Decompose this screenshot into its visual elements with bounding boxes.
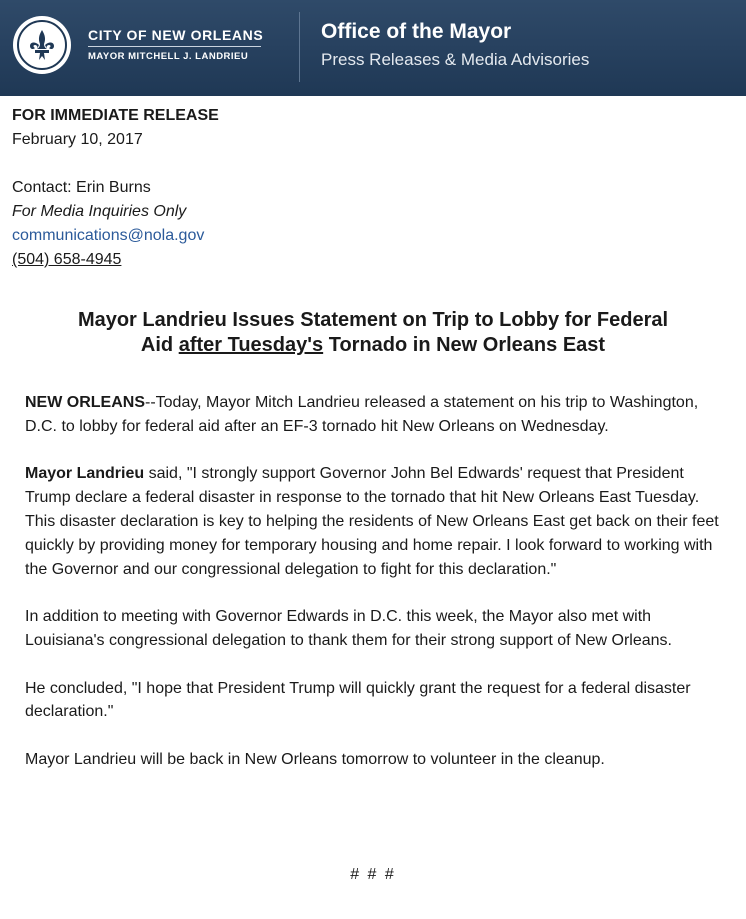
header-rule <box>88 46 261 47</box>
headline-underlined-text: after Tuesday's <box>178 334 324 356</box>
header-divider <box>299 12 300 82</box>
spacer <box>12 152 732 176</box>
headline-line-2-pre: Aid <box>140 334 179 356</box>
fleur-de-lis-seal-icon <box>17 20 67 70</box>
media-note: For Media Inquiries Only <box>12 203 187 220</box>
paragraph-1 <box>25 391 730 439</box>
release-label: FOR IMMEDIATE RELEASE <box>12 107 219 124</box>
contact-name: Contact: Erin Burns <box>12 179 151 196</box>
contact-phone-link[interactable]: (504) 658-4945 <box>12 251 122 268</box>
dateline: NEW ORLEANS <box>25 394 145 411</box>
headline-line-2-post: Tornado in New Orleans East <box>323 334 606 356</box>
paragraph-1-text: --Today, Mayor Mitch Landrieu released a statement on his trip to Washington, D.C. to lobby for federal aid after an EF-3 tornado hit New Orleans on Wednesday. <box>25 394 699 435</box>
page-header <box>0 0 746 96</box>
press-headline <box>20 308 726 358</box>
office-subtitle: Press Releases & Media Advisories <box>321 50 590 69</box>
end-mark: # # # <box>350 866 396 883</box>
release-info <box>12 104 732 272</box>
headline-line-2 <box>20 333 726 358</box>
headline-line-1: Mayor Landrieu Issues Statement on Trip to Lobby for Federal <box>77 309 669 331</box>
contact-email-link[interactable]: communications@nola.gov <box>12 227 205 244</box>
city-seal <box>13 16 71 74</box>
mayor-name: MAYOR MITCHELL J. LANDRIEU <box>88 51 249 62</box>
quote-speaker: Mayor Landrieu <box>25 465 145 483</box>
paragraph-4: He concluded, "I hope that President Trump will quickly grant the request for a federal disaster declaration." <box>25 679 691 721</box>
office-title: Office of the Mayor <box>321 20 512 43</box>
release-date: February 10, 2017 <box>12 131 143 148</box>
paragraph-2 <box>25 462 730 581</box>
paragraph-2-text: said, "I strongly support Governor John Bel Edwards' request that President Trump declare a federal disaster in response to the tornado that hit New Orleans East Tuesday. This disaster declaration is key to helping the residents of New Orleans East get back on their feet quickly by providing money for temporary housing and home repair. I look forward to working with the Governor and our congressional delegation to fight for this declaration." <box>25 465 719 578</box>
paragraph-3: In addition to meeting with Governor Edwards in D.C. this week, the Mayor also met with Louisiana's congressional delegation to thank them for their strong support of New Orleans. <box>25 608 672 649</box>
paragraph-5: Mayor Landrieu will be back in New Orleans tomorrow to volunteer in the cleanup. <box>25 750 605 768</box>
city-name: CITY OF NEW ORLEANS <box>88 27 264 43</box>
release-body <box>25 391 730 796</box>
